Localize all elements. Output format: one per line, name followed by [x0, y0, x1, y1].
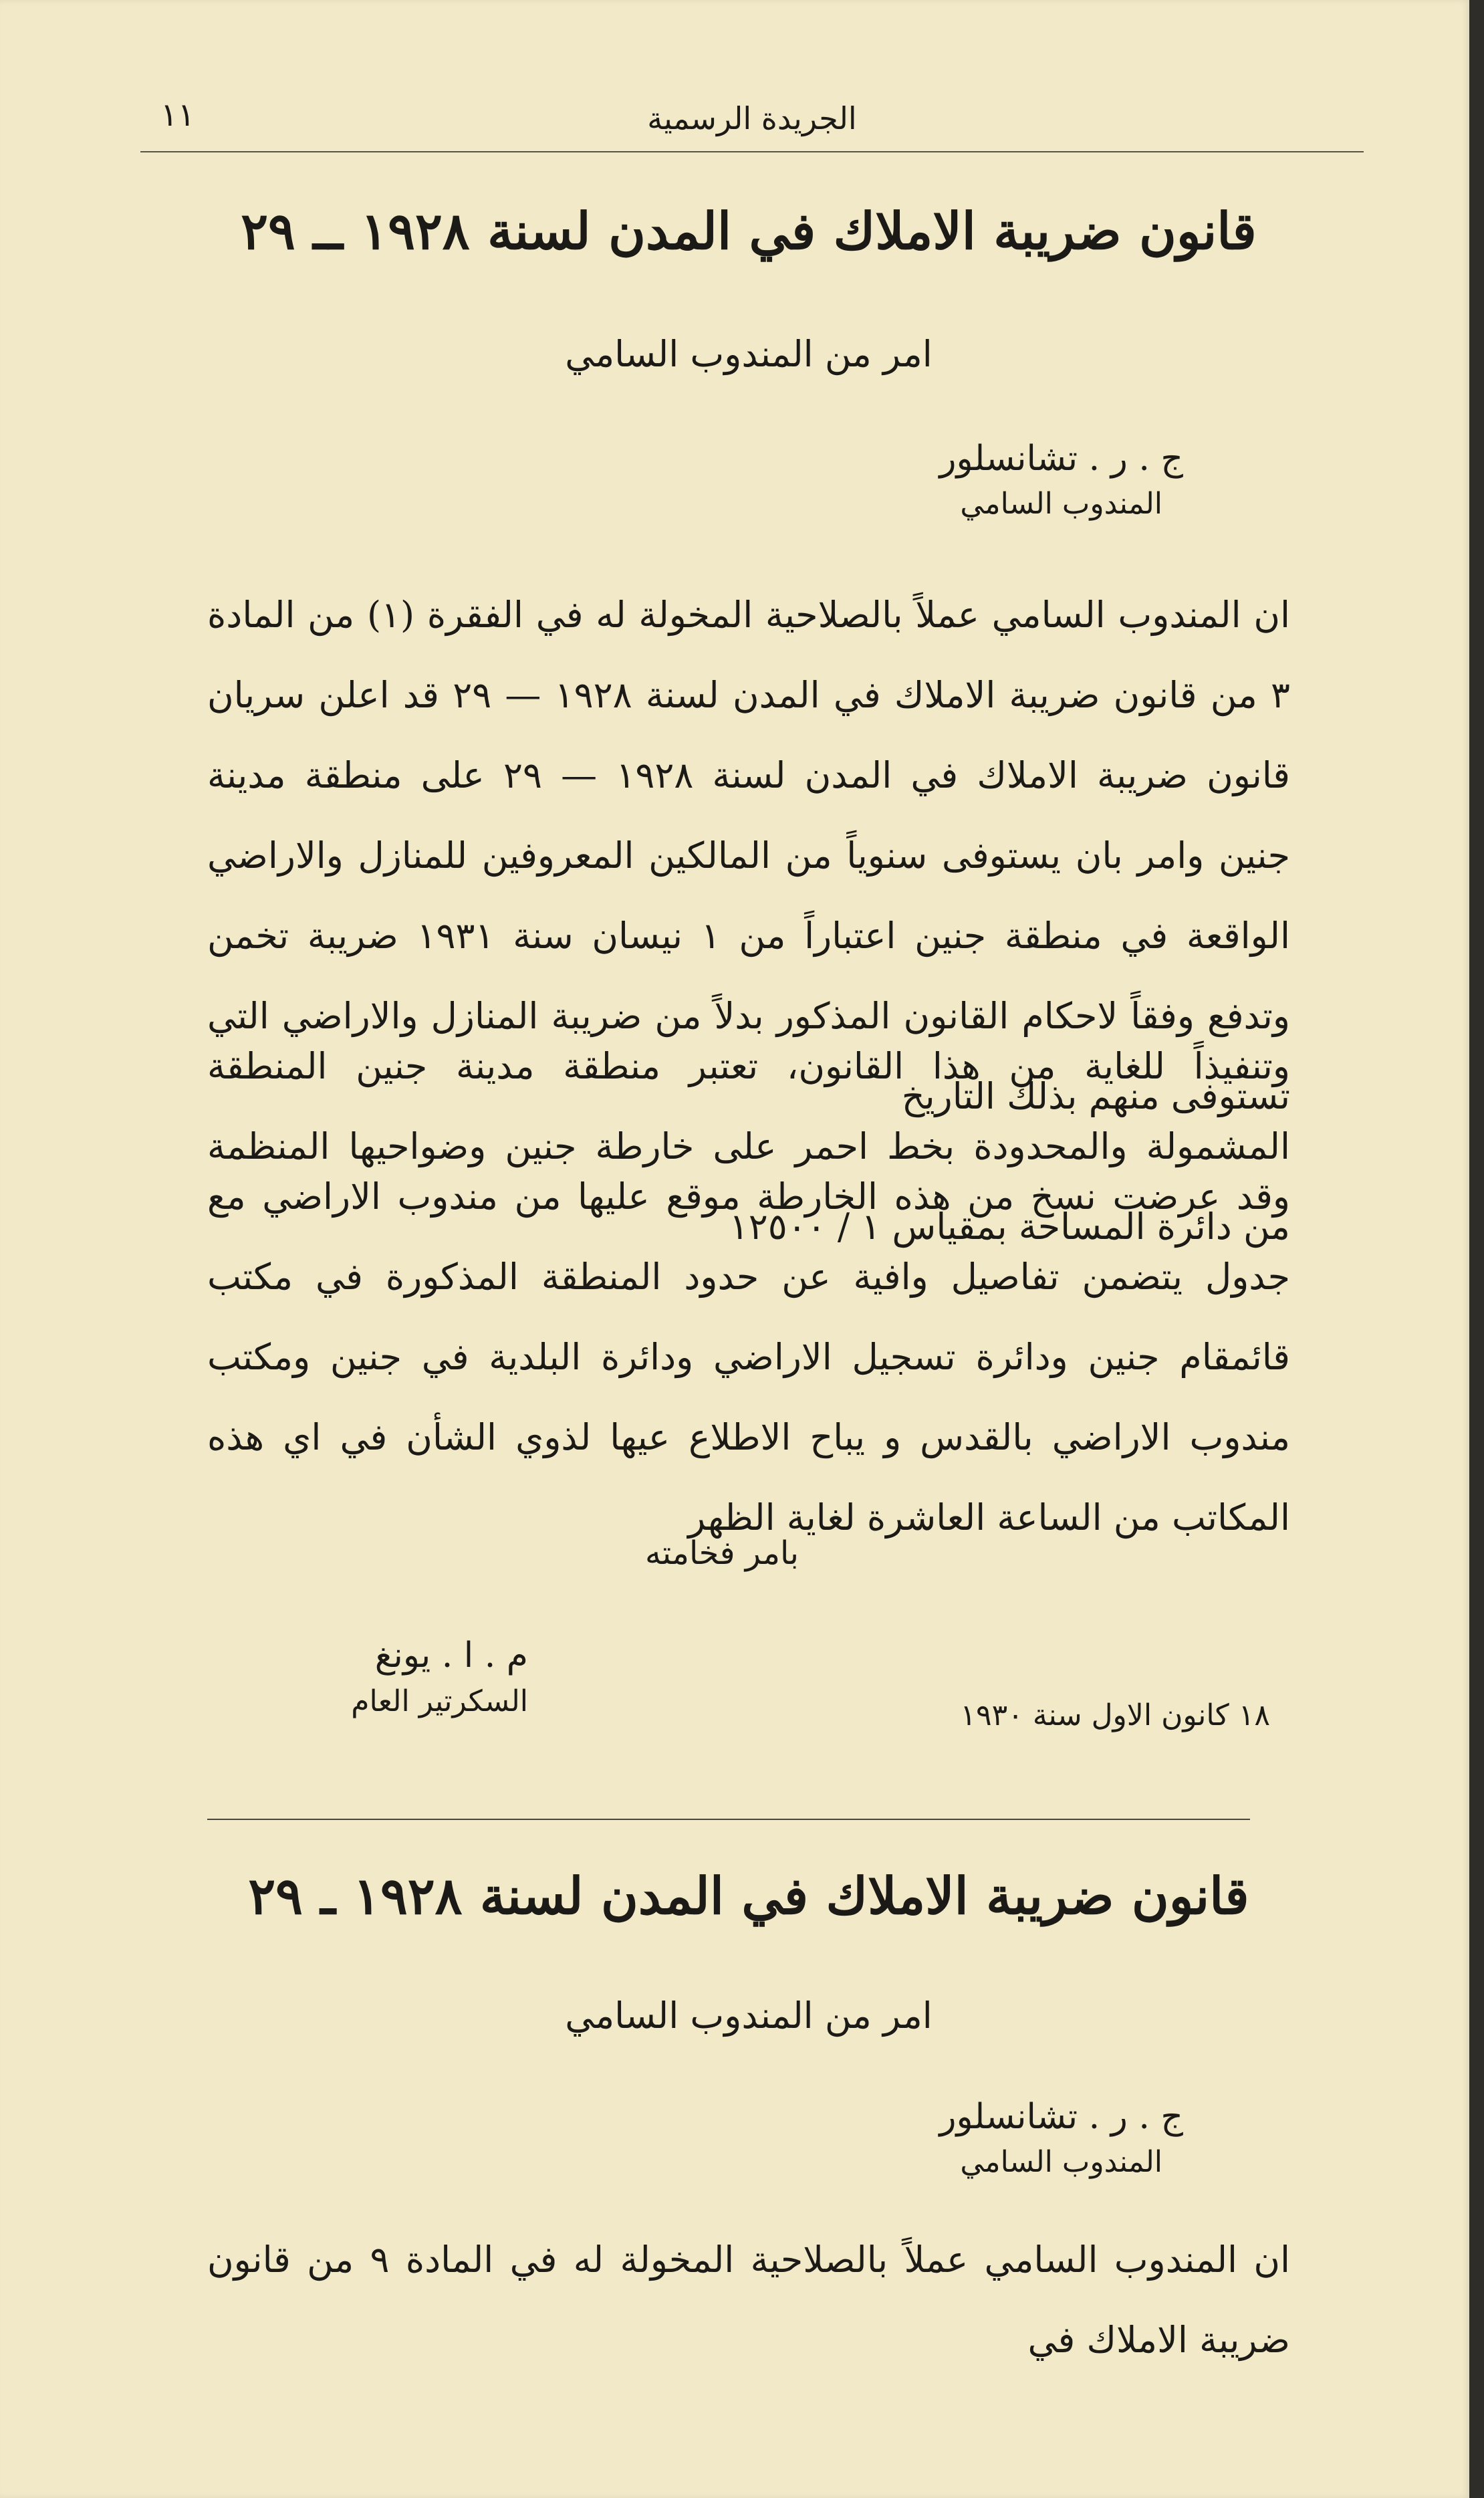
paragraph-maps: وقد عرضت نسخ من هذه الخارطة موقع عليها من مندوب الاراضي مع جدول يتضمن تفاصيل وافية عن حدود المنطقة المذكورة في مكتب قائمقام جنين ودائرة تسجيل الاراضي ودائرة البلدية في جنين ومكتب مندوب الاراضي بالقدس و يباح الاطلاع عيها لذوي الشأن في اي هذه المكاتب من الساعة العاشرة لغاية الظهر: [207, 1175, 1290, 1539]
order-subtitle: امر من المندوب السامي: [565, 1995, 933, 2037]
signer-name: ج . ر . تشانسلور: [939, 439, 1183, 479]
signer-name: ج . ر . تشانسلور: [939, 2097, 1183, 2137]
high-commissioner-signature: [939, 2093, 1183, 2182]
order-date: ١٨ كانون الاول سنة ١٩٣٠: [960, 1698, 1270, 1732]
chief-secretary-signature: [287, 1631, 528, 1724]
secretary-role: السكرتير العام: [351, 1684, 528, 1718]
journal-title: الجريدة الرسمية: [647, 100, 857, 136]
law-title: قانون ضريبة الاملاك في المدن لسنة ١٩٢٨ ــ ٢٩: [241, 201, 1257, 261]
secretary-name: م . ا . يونغ: [374, 1635, 528, 1676]
page-header: [140, 87, 1364, 152]
paragraph-boundary: وتنفيذاً للغاية من هذا القانون، تعتبر منطقة مدينة جنين المنطقة المشمولة والمحدودة بخط احمر على خارطة جنين وضواحيها المنظمة من دائرة المساحة بمقياس ١ / ١٢٥٠٠: [207, 1045, 1290, 1248]
section2-subtitle-block: [201, 1993, 1297, 2039]
high-commissioner-signature: [939, 435, 1183, 524]
by-order-line: بامر فخامته: [645, 1535, 799, 1572]
signer-role: المندوب السامي: [960, 486, 1163, 521]
order-subtitle: امر من المندوب السامي: [565, 333, 933, 375]
page-number: ١١: [160, 96, 195, 134]
signer-role: المندوب السامي: [960, 2144, 1163, 2179]
law-title: قانون ضريبة الاملاك في المدن لسنة ١٩٢٨ ـ ٢٩: [248, 1866, 1249, 1926]
paragraph-proclamation: ان المندوب السامي عملاً بالصلاحية المخولة له في الفقرة (١) من المادة ٣ من قانون ضريبة الاملاك في المدن لسنة ١٩٢٨ — ٢٩ قد اعلن سريان قانون ضريبة الاملاك في المدن لسنة ١٩٢٨ — ٢٩ على منطقة مدينة جنين وامر بان يستوفى سنوياً من المالكين المعروفين للمنازل والاراضي الواقعة في منطقة جنين اعتباراً من ١ نيسان سنة ١٩٣١ ضريبة تخمن وتدفع وفقاً لاحكام القانون المذكور بدلاً من ضريبة المنازل والاراضي التي تستوفى منهم بذلك التاريخ: [207, 594, 1290, 1117]
section1-subtitle-block: [201, 331, 1297, 378]
section1-title-block: [201, 201, 1297, 261]
paragraph-proclamation: ان المندوب السامي عملاً بالصلاحية المخولة له في المادة ٩ من قانون ضريبة الاملاك في: [207, 2239, 1290, 2361]
scan-edge: [1469, 0, 1484, 2498]
section-divider: [207, 1819, 1250, 1820]
section2-title-block: [201, 1865, 1297, 1926]
